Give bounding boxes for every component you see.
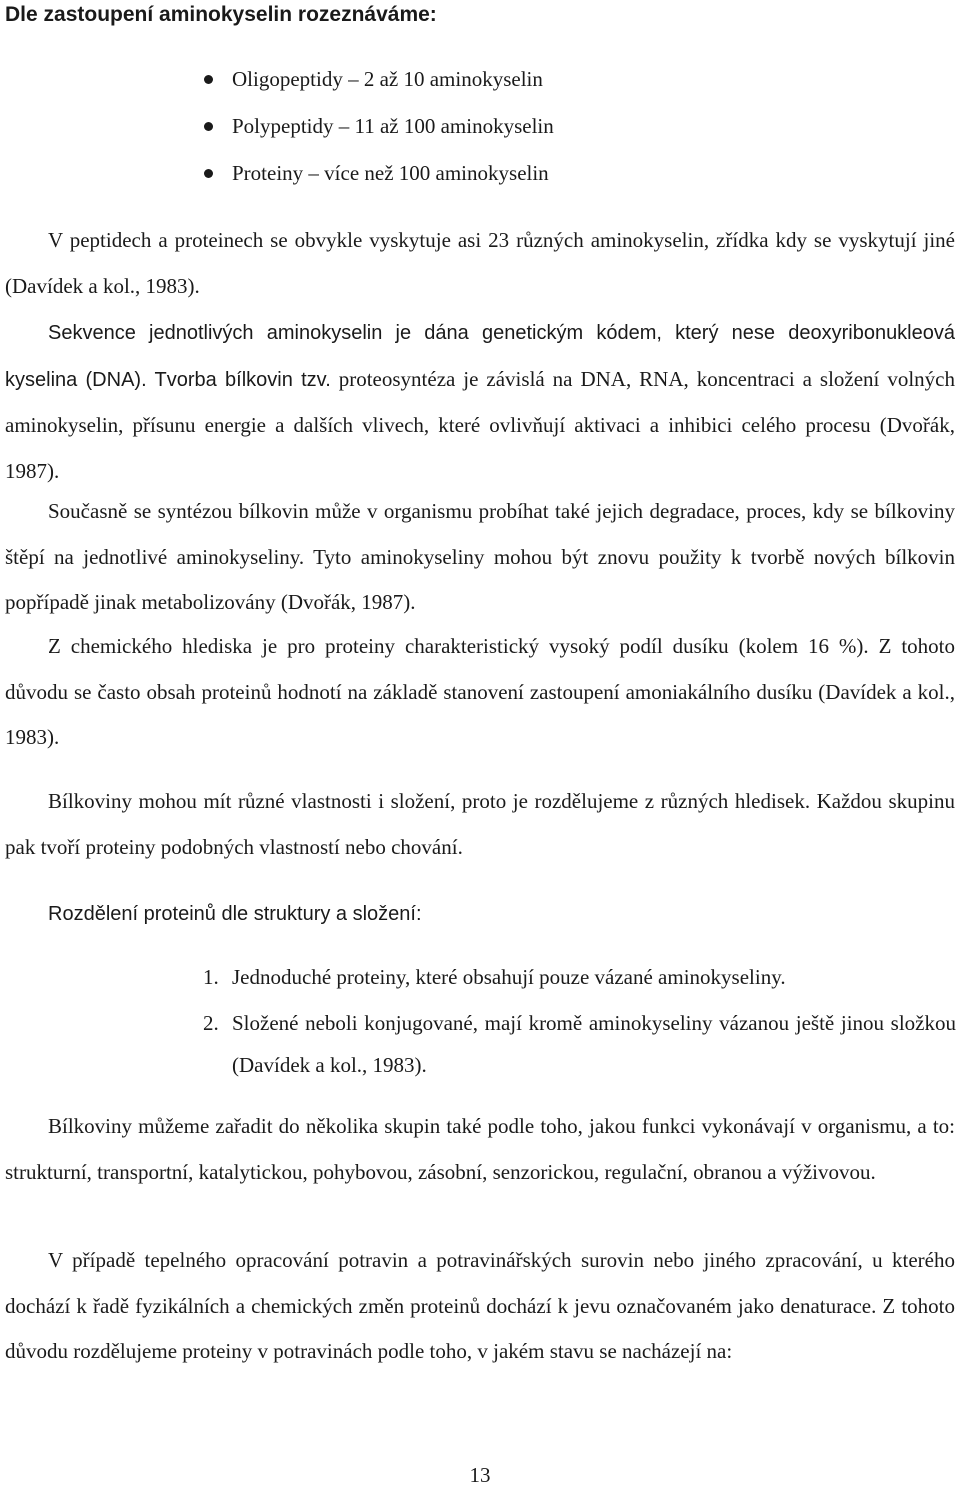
list-item-text: Oligopeptidy – 2 až 10 aminokyselin — [232, 67, 543, 91]
list-item — [0, 111, 554, 158]
paragraph-properties: Bílkoviny mohou mít různé vlastnosti i složení, proto je rozdělujeme z různých hledisek. Každou skupinu pak tvoří proteiny podobných vlastností nebo chování. — [5, 789, 955, 859]
list-item — [0, 64, 554, 111]
list-item-number: 2. — [203, 1011, 219, 1035]
paragraph-sequence-part1: Sekvence jednotlivých aminokyselin je dána genetickým kódem, který nese deoxyribonukleová kyselina (DNA). Tvorba bílkovin tzv. — [5, 322, 955, 391]
classification-intro-text: Rozdělení proteinů dle struktury a složení: — [48, 903, 422, 925]
bullet-icon — [204, 75, 213, 84]
list-item-text: Proteiny – více než 100 aminokyselin — [232, 161, 549, 185]
bullet-list — [0, 64, 554, 205]
list-item-text: Jednoduché proteiny, které obsahují pouze vázané aminokyseliny. — [232, 965, 786, 989]
paragraph-peptides: V peptidech a proteinech se obvykle vyskytuje asi 23 různých aminokyselin, zřídka kdy se vyskytují jiné (Davídek a kol., 1983). — [5, 228, 955, 298]
list-item-text: Složené neboli konjugované, mají kromě aminokyseliny vázanou ještě jinou složkou (Davídek a kol., 1983). — [232, 1011, 956, 1077]
paragraph-sequence — [5, 310, 955, 494]
section-heading: Dle zastoupení aminokyselin rozeznáváme: — [5, 3, 437, 26]
list-item — [0, 956, 956, 998]
paragraph-denaturation: V případě tepelného opracování potravin a potravinářských surovin nebo jiného zpracování, u kterého dochází k řadě fyzikálních a chemických změn proteinů dochází k jevu označovaném jako denaturace. Z tohoto důvodu rozdělujeme proteiny v potravinách podle toho, v jakém stavu se nacházejí na: — [5, 1248, 955, 1363]
paragraph-sequence-part2: proteosyntéza je závislá na DNA, RNA, koncentraci a složení volných aminokyselin, přísunu energie a dalších vlivech, které ovlivňují aktivaci a inhibici celého procesu (Dvořák, 1987). — [5, 366, 956, 483]
paragraph-nitrogen: Z chemického hlediska je pro proteiny charakteristický vysoký podíl dusíku (kolem 16 %). Z tohoto důvodu se často obsah proteinů hodnotí na základě stanovení zastoupení amoniakálního dusíku (Davídek a kol., 1983). — [5, 634, 955, 749]
list-item — [0, 1002, 956, 1086]
page-number: 13 — [469, 1463, 491, 1487]
paragraph-classification-intro — [5, 891, 955, 938]
list-item-text: Polypeptidy – 11 až 100 aminokyselin — [232, 114, 554, 138]
bullet-icon — [204, 122, 213, 131]
list-item — [0, 158, 554, 205]
paragraph-degradation: Současně se syntézou bílkovin může v organismu probíhat také jejich degradace, proces, kdy se bílkoviny štěpí na jednotlivé aminokyseliny. Tyto aminokyseliny mohou být znovu použity k tvorbě nových bílkovin popřípadě jinak metabolizovány (Dvořák, 1987). — [5, 499, 955, 614]
bullet-icon — [204, 169, 213, 178]
numbered-list — [0, 956, 960, 1090]
paragraph-functions: Bílkoviny můžeme zařadit do několika skupin také podle toho, jakou funkci vykonávají v organismu, a to: strukturní, transportní, katalytickou, pohybovou, zásobní, senzorickou, regulační, obranou a výživovou. — [5, 1114, 955, 1184]
list-item-number: 1. — [203, 965, 219, 989]
